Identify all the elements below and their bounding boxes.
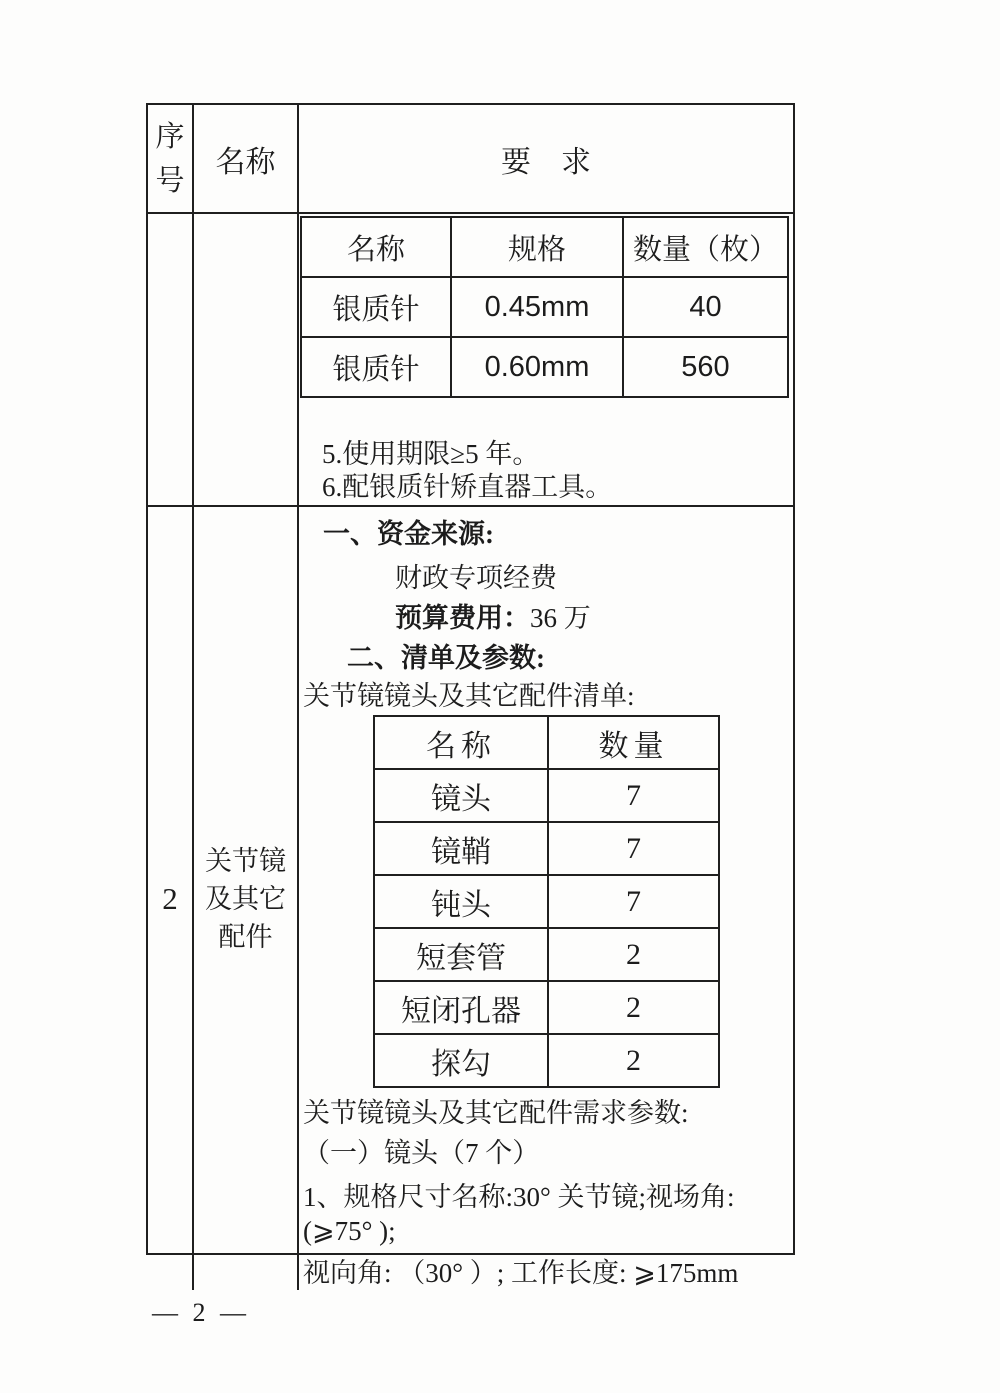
header-seq-line1: 序: [155, 120, 185, 153]
table-row: [374, 769, 719, 822]
header-seq-cell: [148, 105, 194, 214]
needle-spec: 0.45mm: [451, 277, 623, 337]
part-name: 短闭孔器: [374, 981, 548, 1034]
header-name-cell: [194, 105, 299, 214]
table-row: [301, 277, 788, 337]
arthroscope-parts-table: [373, 715, 720, 1088]
part-qty: 7: [548, 769, 719, 822]
params-subheading: （一）镜头（7 个）: [303, 1138, 540, 1168]
item2-name-label: [205, 842, 286, 956]
table-row: [374, 1034, 719, 1087]
item2-seq-number: 2: [162, 880, 178, 916]
col-header-spec: 规格: [451, 217, 623, 277]
header-requirement-cell: [299, 105, 793, 214]
budget-label: 预算费用：: [395, 603, 530, 633]
header-seq-line2: 号: [155, 164, 185, 197]
part-name: 钝头: [374, 875, 548, 928]
needle-qty: 560: [623, 337, 788, 397]
funding-source-value: 财政专项经费: [395, 563, 557, 593]
table-header-row: [301, 217, 788, 277]
table-row: [374, 928, 719, 981]
item1-seq-cell: [148, 214, 194, 507]
part-qty: 7: [548, 875, 719, 928]
part-name: 探勾: [374, 1034, 548, 1087]
silver-needle-spec-table: [300, 216, 789, 398]
params-spec-line2: 视向角: （30° ）; 工作长度: ⩾175mm: [303, 1258, 739, 1288]
item1-name-cell: [194, 214, 299, 507]
needle-name: 银质针: [301, 337, 451, 397]
item2-name-line1: 关节镜: [205, 845, 286, 876]
col-header-qty: 数量: [548, 716, 719, 769]
needle-qty: 40: [623, 277, 788, 337]
params-intro: 关节镜镜头及其它配件需求参数:: [303, 1098, 689, 1128]
col-header-name: 名称: [301, 217, 451, 277]
part-qty: 2: [548, 981, 719, 1034]
note-straightener-tool: 6.配银质针矫直器工具。: [322, 472, 613, 502]
col-header-qty: 数量（枚）: [623, 217, 788, 277]
item2-name-cell: [194, 507, 299, 1290]
table-row: [301, 337, 788, 397]
params-spec-line1: 1、规格尺寸名称:30° 关节镜;视场角:(⩾75° );: [303, 1182, 735, 1246]
header-requirement-label: 要 求: [501, 145, 591, 179]
needle-spec: 0.60mm: [451, 337, 623, 397]
item2-name-line3: 配件: [218, 921, 273, 952]
needle-name: 银质针: [301, 277, 451, 337]
header-name-label: 名称: [215, 145, 276, 179]
budget-line: [395, 601, 787, 635]
item1-notes: [322, 438, 793, 504]
header-seq-label: [155, 115, 184, 203]
item2-seq-cell: [148, 507, 194, 1290]
main-requirements-table: [146, 103, 795, 1288]
table-row: [374, 822, 719, 875]
funding-source-heading: 一、资金来源:: [323, 519, 494, 549]
list-params-heading: 二、清单及参数:: [347, 643, 545, 673]
part-qty: 2: [548, 928, 719, 981]
parts-list-intro: 关节镜镜头及其它配件清单:: [303, 681, 635, 711]
part-qty: 2: [548, 1034, 719, 1087]
item1-requirement-cell: [299, 214, 793, 507]
table-row: [374, 981, 719, 1034]
table-header-row: [374, 716, 719, 769]
table-row: [374, 875, 719, 928]
page-number: — 2 —: [152, 1298, 250, 1327]
item2-requirement-cell: [299, 507, 793, 1290]
budget-value: 36 万: [530, 603, 591, 633]
col-header-name: 名称: [374, 716, 548, 769]
part-qty: 7: [548, 822, 719, 875]
part-name: 镜鞘: [374, 822, 548, 875]
note-usage-period: 5.使用期限≥5 年。: [322, 439, 540, 469]
part-name: 镜头: [374, 769, 548, 822]
part-name: 短套管: [374, 928, 548, 981]
item2-name-line2: 及其它: [205, 883, 286, 914]
